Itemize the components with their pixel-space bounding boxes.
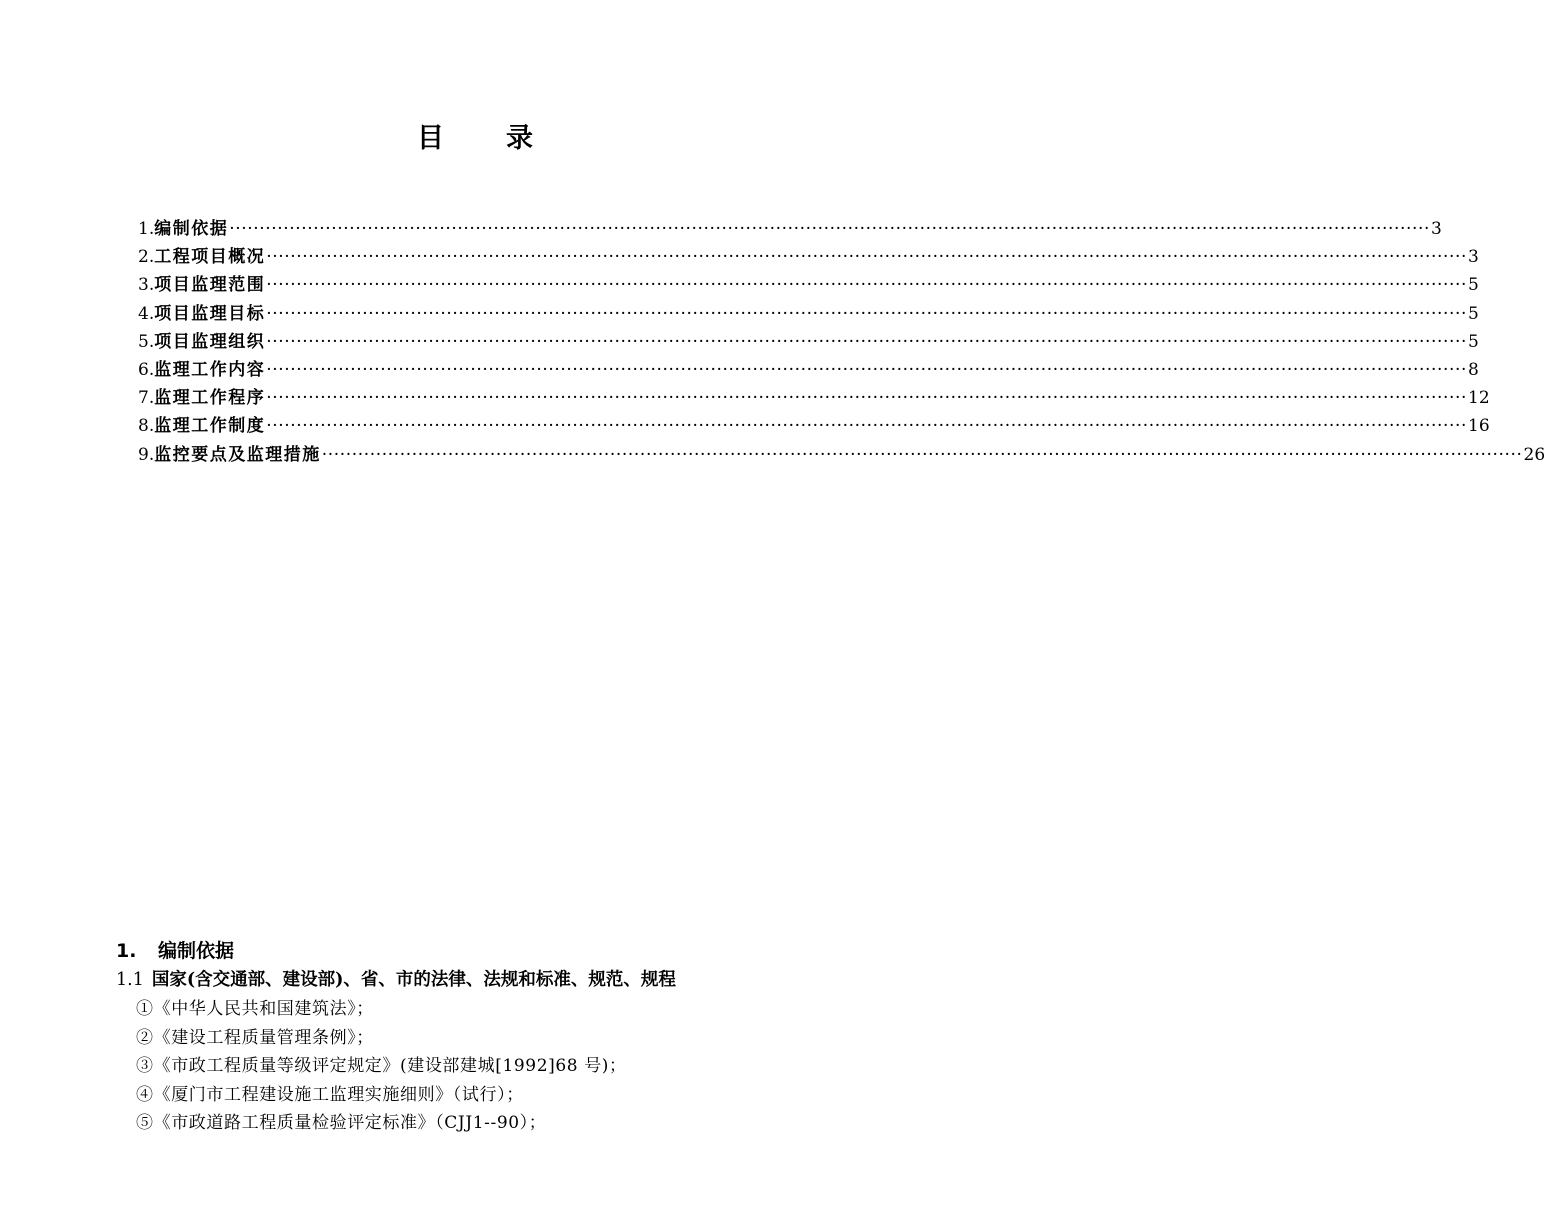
reference-item: ④《厦门市工程建设施工监理实施细则》（试行）； (136, 1084, 524, 1105)
toc-dot-leader: ········································································································································································································ (266, 247, 1467, 268)
toc-entry[interactable] (138, 383, 1490, 411)
toc-entry[interactable] (138, 299, 1479, 327)
reference-item: ⑤《市政道路工程质量检验评定标准》（CJJ1--90）； (136, 1113, 547, 1133)
toc-entry[interactable] (138, 327, 1479, 355)
toc-dot-leader: ········································································································································································································ (321, 444, 1523, 465)
toc-entry-number: 8. (138, 416, 155, 437)
toc-entry-number: 1. (138, 219, 155, 239)
section-title: 编制依据 (158, 940, 235, 962)
toc-entry-label: 监理工作内容 (154, 359, 266, 380)
reference-item: ③《市政工程质量等级评定规定》(建设部建城[1992]68 号)； (136, 1056, 627, 1076)
toc-entry-number: 2. (138, 247, 155, 268)
toc-title-left: 目 (417, 123, 444, 154)
toc-entry[interactable] (138, 355, 1479, 383)
toc-list (138, 214, 1545, 468)
toc-entry-number: 9. (138, 444, 155, 465)
toc-entry[interactable] (138, 270, 1479, 298)
subsection-heading (116, 966, 676, 991)
toc-dot-leader: ········································································································································································································ (229, 219, 1430, 239)
toc-entry[interactable] (138, 411, 1490, 439)
toc-entry-page: 12 (1468, 388, 1490, 409)
toc-entry-number: 3. (138, 275, 155, 296)
toc-entry-page: 3 (1468, 247, 1479, 268)
toc-entry-label: 编制依据 (154, 219, 229, 239)
subsection-title: 国家(含交通部、建设部)、省、市的法律、法规和标准、规范、规程 (151, 970, 676, 990)
toc-entry-label: 监理工作程序 (154, 388, 266, 409)
section-number: 1. (116, 940, 137, 962)
subsection-number: 1.1 (116, 970, 144, 990)
toc-entry-label: 项目监理范围 (154, 275, 266, 296)
toc-dot-leader: ········································································································································································································ (266, 331, 1467, 352)
toc-entry-number: 6. (138, 359, 155, 380)
toc-entry-page: 3 (1431, 219, 1442, 239)
toc-entry-page: 5 (1468, 303, 1479, 324)
toc-entry-number: 7. (138, 388, 155, 409)
toc-entry-label: 项目监理组织 (154, 331, 266, 352)
section-heading (116, 936, 234, 963)
toc-dot-leader: ········································································································································································································ (266, 275, 1467, 296)
toc-dot-leader: ········································································································································································································ (266, 388, 1467, 409)
toc-entry-label: 工程项目概况 (154, 247, 266, 268)
toc-entry[interactable] (138, 214, 1442, 242)
toc-entry-label: 监控要点及监理措施 (154, 444, 321, 465)
toc-dot-leader: ········································································································································································································ (266, 303, 1467, 324)
reference-list (136, 994, 627, 1137)
toc-title (0, 116, 950, 155)
reference-item: ②《建设工程质量管理条例》； (136, 1027, 374, 1048)
toc-dot-leader: ········································································································································································································ (266, 359, 1467, 380)
toc-entry-page: 8 (1468, 359, 1479, 380)
toc-entry-page: 5 (1468, 331, 1479, 352)
toc-entry-page: 5 (1468, 275, 1479, 296)
toc-entry-page: 26 (1523, 444, 1545, 465)
reference-item: ①《中华人民共和国建筑法》； (136, 999, 374, 1019)
toc-title-right: 录 (506, 123, 533, 154)
toc-entry-label: 监理工作制度 (154, 416, 266, 437)
toc-entry[interactable] (138, 242, 1479, 270)
toc-entry-number: 5. (138, 331, 155, 352)
toc-entry-page: 16 (1468, 416, 1490, 437)
toc-entry[interactable] (138, 440, 1545, 468)
toc-dot-leader: ········································································································································································································ (266, 416, 1467, 437)
toc-entry-number: 4. (138, 303, 155, 324)
toc-entry-label: 项目监理目标 (154, 303, 266, 324)
